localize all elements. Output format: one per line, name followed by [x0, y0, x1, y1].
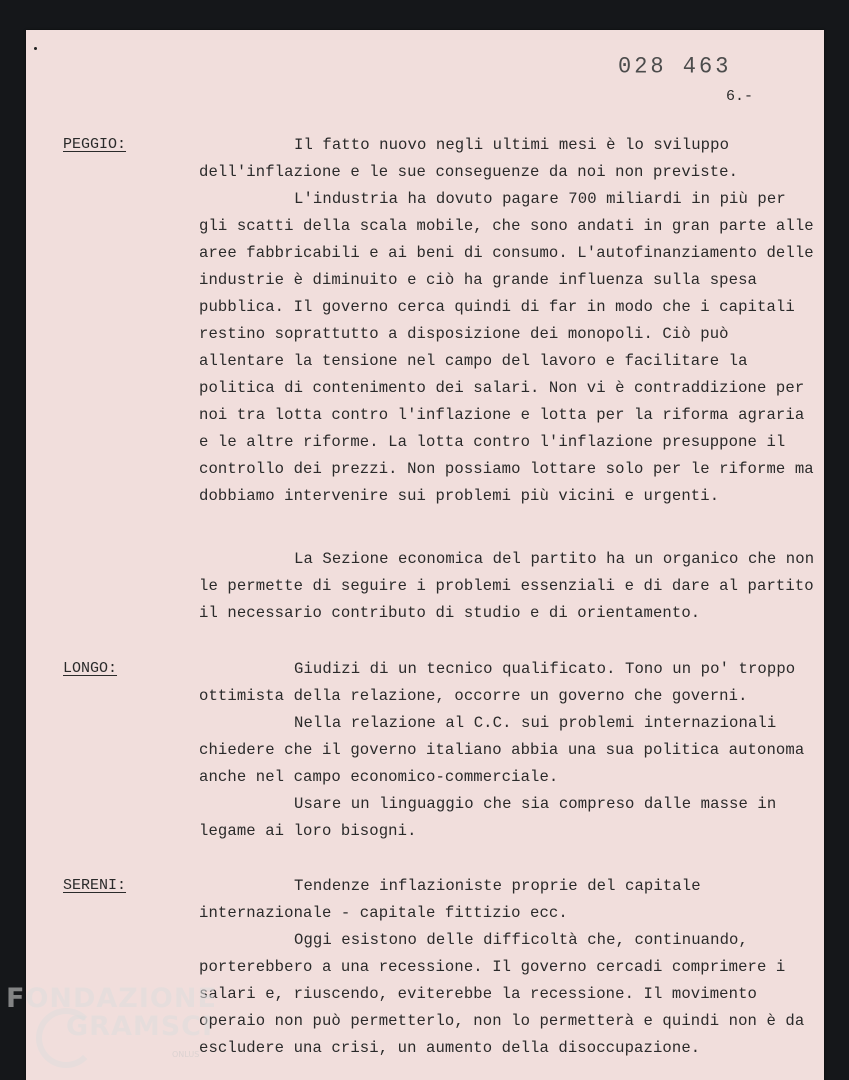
speaker-peggio: PEGGIO:	[63, 136, 127, 153]
paragraph: Giudizi di un tecnico qualificato. Tono un po' troppo ottimista della relazione, occorre un governo che governi.	[199, 660, 796, 705]
paragraph: Nella relazione al C.C. sui problemi internazionali chiedere che il governo italiano abbia una sua politica autonoma anche nel campo economico-commerciale.	[199, 714, 805, 786]
speaker-sereni: SERENI:	[63, 877, 127, 894]
paragraph: L'industria ha dovuto pagare 700 miliardi in più per gli scatti della scala mobile, che sono andati in gran parte alle aree fabbricabili e ai beni di consumo. L'autofinanziamento delle industrie è diminuito e ciò ha grande influenza sulla spesa pubblica. Il governo cerca quindi di far in modo che i capitali restino soprattutto a disposizione dei monopoli. Ciò può allentare la tensione nel campo del lavoro e facilitare la politica di contenimento dei salari. Non vi è contraddizione per noi tra lotta contro l'inflazione e lotta per la riforma agraria e le altre riforme. La lotta contro l'inflazione presuppone il controllo dei prezzi. Non possiamo lottare solo per le riforme ma dobbiamo intervenire sui problemi più vicini e urgenti.	[199, 190, 814, 505]
watermark-line1: FONDAZIONE	[6, 983, 217, 1014]
paragraph: Usare un linguaggio che sia compreso dalle masse in legame ai loro bisogni.	[199, 795, 777, 840]
watermark-line2: GRAMSCI	[66, 1011, 214, 1042]
archive-number: 028 463	[618, 53, 732, 80]
document-page	[26, 30, 824, 1080]
paragraph: Il fatto nuovo negli ultimi mesi è lo sviluppo dell'inflazione e le sue conseguenze da noi non previste.	[199, 136, 739, 181]
ink-dot	[34, 47, 37, 50]
paragraph: Tendenze inflazioniste proprie del capitale internazionale - capitale fittizio ecc.	[199, 877, 701, 922]
watermark-sub: ONLUS	[172, 1050, 200, 1059]
speaker-longo: LONGO:	[63, 660, 118, 677]
page-number: 6.-	[726, 88, 754, 105]
watermark	[6, 985, 217, 1041]
paragraph: Oggi esistono delle difficoltà che, continuando, porterebbero a una recessione. Il governo cercadi comprimere i salari e, riuscendo, eviterebbe la recessione. Il movimento operaio non può permetterlo, non lo permetterà e quindi non è da escludere una crisi, un aumento della disoccupazione.	[199, 931, 805, 1057]
paragraph: La Sezione economica del partito ha un organico che non le permette di seguire i problemi essenziali e di dare al partito il necessario contributo di studio e di orientamento.	[199, 550, 815, 622]
